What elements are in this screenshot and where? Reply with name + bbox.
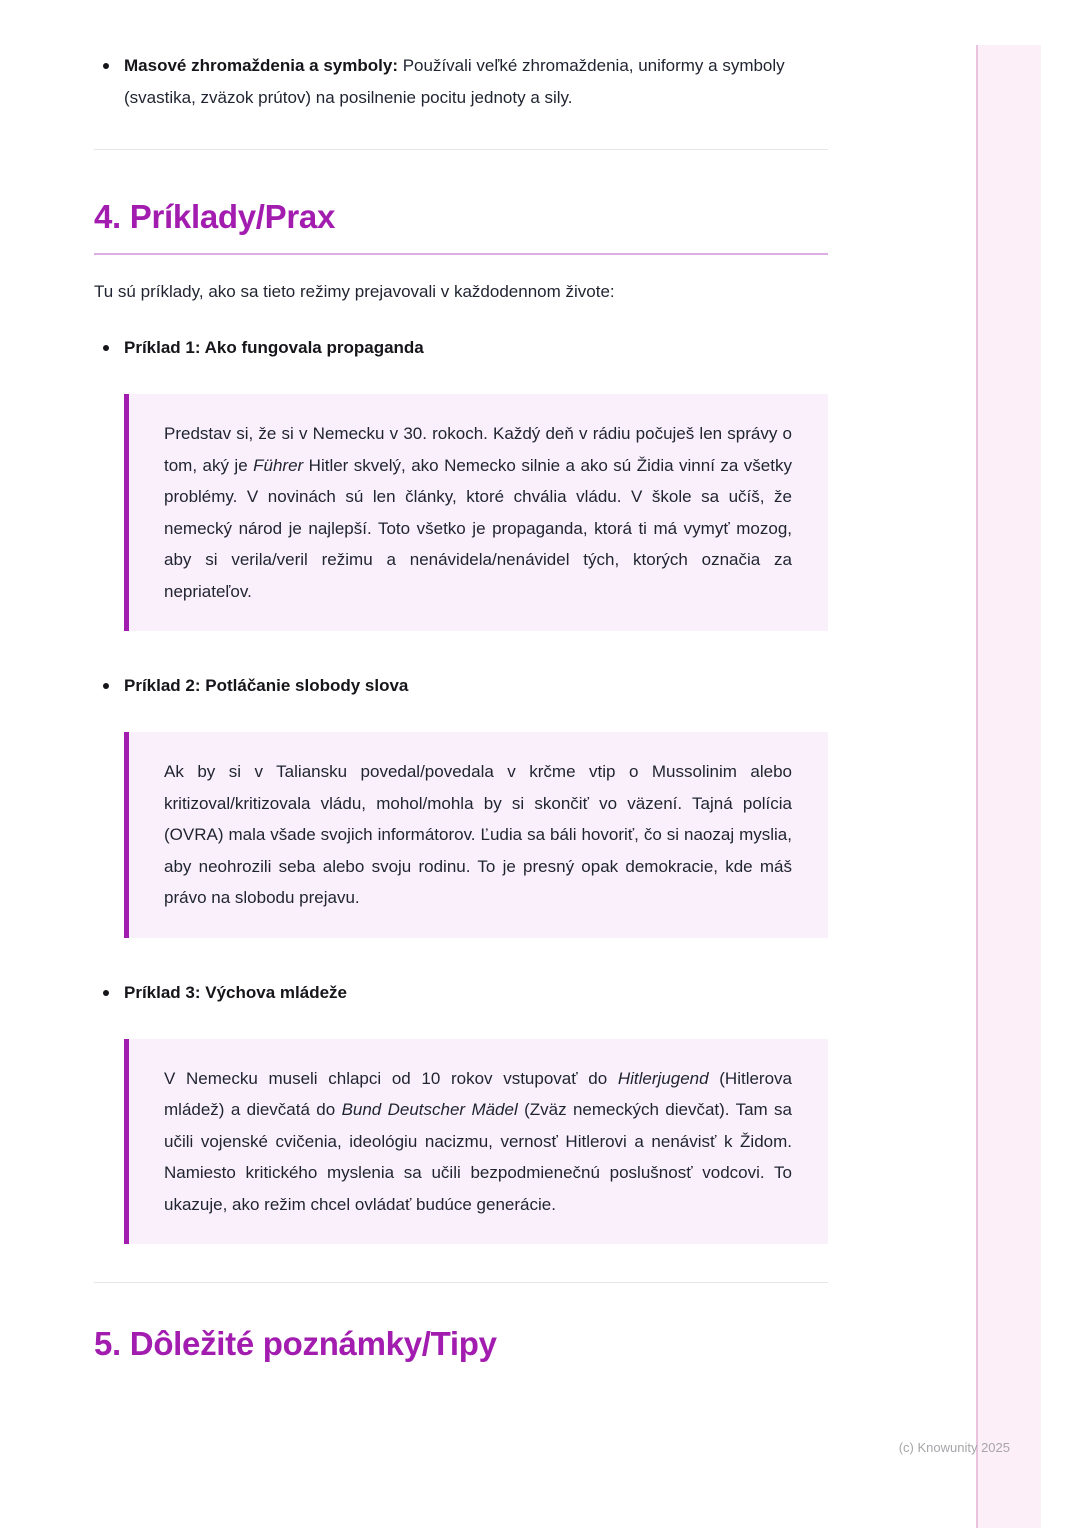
section-5-heading: 5. Dôležité poznámky/Tipy (94, 1325, 497, 1362)
divider (94, 1282, 828, 1283)
quote-text: Predstav si, že si v Nemecku v 30. rokoch. Každý deň v rádiu počuješ len správy o tom, aký je Führer Hitler skvelý, ako Nemecko silnie a ako sú Židia vinní za všetky problémy. V novinách sú len články, ktoré chvália vládu. V škole sa učíš, že nemecký národ je najlepší. Toto všetko je propaganda, ktorá ti má vymyť mozog, aby si verila/veril režimu a nenávidela/nenávidel tých, ktorých označia za nepriateľov. (164, 424, 792, 601)
bullet-text: Používali veľké zhromaždenia, uniformy a symboly (svastika, zväzok prútov) na posilnenie pocitu jednoty a sily. (124, 56, 785, 107)
divider (94, 149, 828, 150)
list-item (94, 977, 828, 1009)
section-4-heading: 4. Príklady/Prax (94, 198, 336, 235)
example-3-quote (124, 1039, 828, 1245)
quote-text: Ak by si v Taliansku povedal/povedala v krčme vtip o Mussolinim alebo kritizoval/kritizovala vládu, mohol/mohla by si skončiť vo väzení. Tajná polícia (OVRA) mala všade svojich informátorov. Ľudia sa báli hovoriť, čo si naozaj myslia, aby neohrozili seba alebo svoju rodinu. To je presný opak demokracie, kde máš právo na slobodu prejavu. (164, 762, 792, 907)
example-2-label: Príklad 2: Potláčanie slobody slova (124, 676, 409, 695)
list-item (94, 50, 828, 114)
top-spacer (94, 0, 828, 50)
example-3-label: Príklad 3: Výchova mládeže (124, 982, 347, 1002)
list-item (94, 670, 828, 702)
bullet-term: Masové zhromaždenia a symboly: (124, 56, 398, 75)
example-2-label-list (94, 670, 828, 702)
bullet-list-top (94, 50, 828, 114)
section-intro: Tu sú príklady, ako sa tieto režimy prejavovali v každodennom živote: (94, 282, 615, 301)
example-1-quote (124, 394, 828, 631)
document-content (94, 0, 828, 1363)
example-1-label-list (94, 332, 828, 364)
heading-underline (94, 253, 828, 255)
page-edge-strip (976, 45, 1041, 1528)
example-3-label-list (94, 977, 828, 1009)
quote-text: V Nemecku museli chlapci od 10 rokov vstupovať do Hitlerjugend (Hitlerova mládež) a dievčatá do Bund Deutscher Mädel (Zväz nemeckých dievčat). Tam sa učili vojenské cvičenia, ideológiu nacizmu, vernosť Hitlerovi a nenávisť k Židom. Namiesto kritického myslenia sa učili bezpodmienečnú poslušnosť vodcovi. To ukazuje, ako režim chcel ovládať budúce generácie. (164, 1068, 792, 1214)
example-2-quote (124, 732, 828, 938)
example-1-label: Príklad 1: Ako fungovala propaganda (124, 338, 424, 357)
footer-credit: (c) Knowunity 2025 (898, 1440, 1010, 1455)
list-item (94, 332, 828, 364)
